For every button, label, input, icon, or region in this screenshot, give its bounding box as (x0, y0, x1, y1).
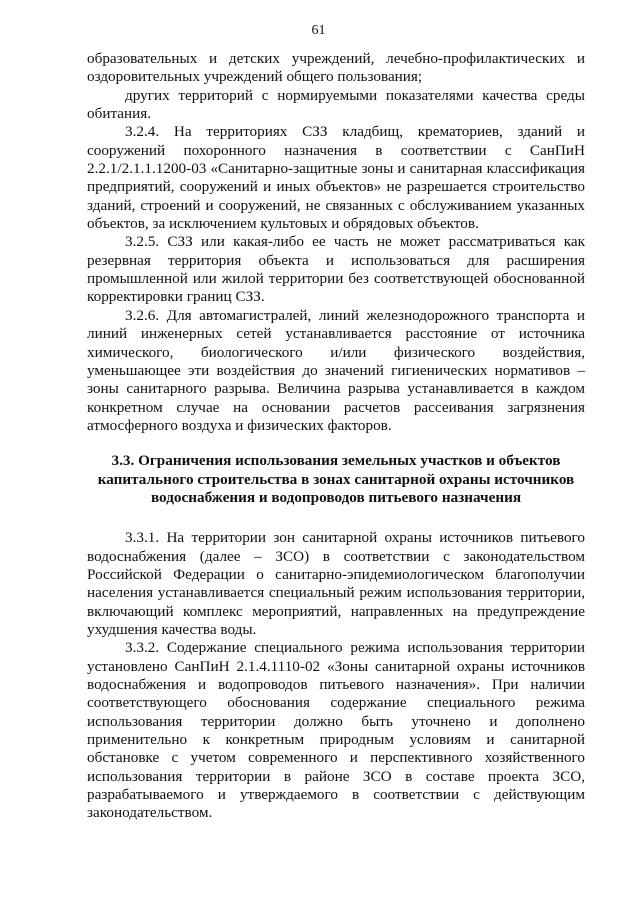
page-number: 61 (311, 23, 326, 38)
paragraph-3-2-5: 3.2.5. СЗЗ или какая-либо ее часть не может рассматриваться как резервная территория объекта и использоваться для расширения промышленной или жилой территории без соответствующей обоснованной корректировки границ СЗЗ. (87, 233, 585, 306)
paragraph-3-2-4: 3.2.4. На территориях СЗЗ кладбищ, крематориев, зданий и сооружений похоронного назначения в соответствии с СанПиН 2.2.1/2.1.1.1200-03 «Санитарно-защитные зоны и санитарная классификация предприятий, сооружений и иных объектов» не разрешается строительство зданий, строений и сооружений, не связанных с обслуживанием указанных объектов, за исключением культовых и обрядовых объектов. (87, 123, 585, 233)
paragraph-other-territories: других территорий с нормируемыми показателями качества среды обитания. (87, 86, 585, 123)
paragraph-3-3-2: 3.3.2. Содержание специального режима использования территории установлено СанПиН 2.1.4.1110-02 «Зоны санитарной охраны источников водоснабжения и водопроводов питьевого назначения». При наличии соответствующего обоснования содержание специального режима использования территории должно быть уточнено и дополнено применительно к конкретным природным условиям и санитарной обстановке с учетом современного и перспективного хозяйственного использования территории в районе ЗСО в составе проекта ЗСО, разрабатываемого и утверждаемого в соответствии с действующим законодательством. (87, 639, 585, 822)
paragraph-3-2-6: 3.2.6. Для автомагистралей, линий железнодорожного транспорта и линий инженерных сетей устанавливается расстояние от источника химического, биологического и/или физического воздействия, уменьшающее эти воздействия до значений гигиенических нормативов – зоны санитарного разрыва. Величина разрыва устанавливается в каждом конкретном случае на основании расчетов рассеивания загрязнения атмосферного воздуха и физических факторов. (87, 306, 585, 434)
document-body (87, 50, 585, 823)
paragraph-3-3-1: 3.3.1. На территории зон санитарной охраны источников питьевого водоснабжения (далее – ЗСО) в соответствии с законодательством Российской Федерации о санитарно-эпидемиологическом благополучии населения устанавливается специальный режим использования территории, включающий комплекс мероприятий, направленных на предупреждение ухудшения качества воды. (87, 529, 585, 638)
section-heading-3-3: 3.3. Ограничения использования земельных участков и объектов капитального строительства в зонах санитарной охраны источников водоснабжения и водопроводов питьевого назначения (97, 452, 575, 506)
paragraph-continuation: образовательных и детских учреждений, лечебно-профилактических и оздоровительных учреждений общего пользования; (87, 50, 585, 86)
